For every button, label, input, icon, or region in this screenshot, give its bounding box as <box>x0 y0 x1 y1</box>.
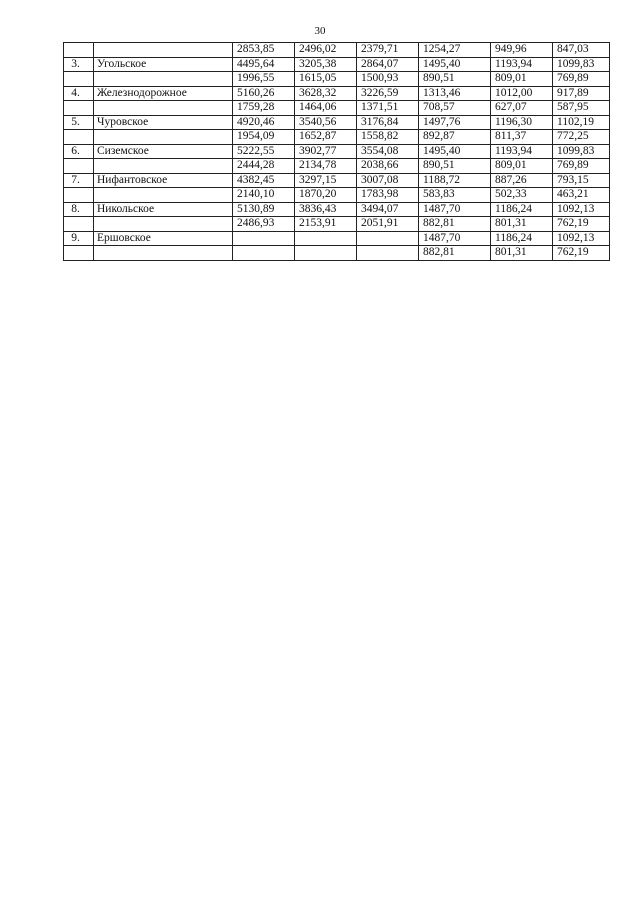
table-row <box>64 188 610 203</box>
value-cell: 772,25 <box>553 130 610 145</box>
value-cell: 463,21 <box>553 188 610 203</box>
value-cell <box>233 246 295 261</box>
table-row <box>64 144 610 159</box>
value-cell: 1500,93 <box>357 72 419 87</box>
row-number: 9. <box>64 231 94 246</box>
value-cell: 1092,13 <box>553 231 610 246</box>
table-row <box>64 202 610 217</box>
value-cell: 1954,09 <box>233 130 295 145</box>
row-number: 8. <box>64 202 94 217</box>
value-cell: 1254,27 <box>419 43 491 58</box>
row-number: 5. <box>64 115 94 130</box>
value-cell: 2853,85 <box>233 43 295 58</box>
value-cell: 2496,02 <box>295 43 357 58</box>
value-cell: 627,07 <box>491 101 553 116</box>
value-cell: 502,33 <box>491 188 553 203</box>
value-cell: 3628,32 <box>295 86 357 101</box>
value-cell: 2864,07 <box>357 57 419 72</box>
table-row <box>64 173 610 188</box>
value-cell: 1092,13 <box>553 202 610 217</box>
value-cell: 917,89 <box>553 86 610 101</box>
value-cell: 3007,08 <box>357 173 419 188</box>
value-cell: 3836,43 <box>295 202 357 217</box>
value-cell <box>295 246 357 261</box>
value-cell: 847,03 <box>553 43 610 58</box>
value-cell: 587,95 <box>553 101 610 116</box>
value-cell: 890,51 <box>419 159 491 174</box>
value-cell: 1186,24 <box>491 231 553 246</box>
value-cell: 708,57 <box>419 101 491 116</box>
value-cell: 3902,77 <box>295 144 357 159</box>
value-cell: 2140,10 <box>233 188 295 203</box>
value-cell: 2038,66 <box>357 159 419 174</box>
value-cell: 1102,19 <box>553 115 610 130</box>
row-number: 4. <box>64 86 94 101</box>
value-cell: 1371,51 <box>357 101 419 116</box>
settlement-name: Угольское <box>94 57 233 72</box>
value-cell: 1012,00 <box>491 86 553 101</box>
table-row <box>64 159 610 174</box>
page-number: 30 <box>314 25 326 37</box>
value-cell: 1099,83 <box>553 57 610 72</box>
value-cell: 3176,84 <box>357 115 419 130</box>
value-cell: 882,81 <box>419 217 491 232</box>
row-number <box>64 159 94 174</box>
value-cell: 1313,46 <box>419 86 491 101</box>
value-cell: 949,96 <box>491 43 553 58</box>
value-cell: 793,15 <box>553 173 610 188</box>
value-cell: 1652,87 <box>295 130 357 145</box>
value-cell: 809,01 <box>491 159 553 174</box>
value-cell <box>295 231 357 246</box>
table-row <box>64 217 610 232</box>
table-row <box>64 101 610 116</box>
value-cell: 4495,64 <box>233 57 295 72</box>
table-row <box>64 246 610 261</box>
value-cell: 1186,24 <box>491 202 553 217</box>
tariff-table <box>63 42 610 261</box>
value-cell: 2051,91 <box>357 217 419 232</box>
value-cell: 769,89 <box>553 72 610 87</box>
value-cell: 4382,45 <box>233 173 295 188</box>
value-cell: 2379,71 <box>357 43 419 58</box>
value-cell: 1497,76 <box>419 115 491 130</box>
row-number <box>64 43 94 58</box>
value-cell: 3540,56 <box>295 115 357 130</box>
settlement-name <box>94 72 233 87</box>
value-cell: 1487,70 <box>419 202 491 217</box>
value-cell: 1188,72 <box>419 173 491 188</box>
row-number <box>64 101 94 116</box>
value-cell: 1495,40 <box>419 144 491 159</box>
value-cell: 4920,46 <box>233 115 295 130</box>
value-cell: 2134,78 <box>295 159 357 174</box>
value-cell: 769,89 <box>553 159 610 174</box>
settlement-name: Ершовское <box>94 231 233 246</box>
value-cell: 887,26 <box>491 173 553 188</box>
value-cell: 1495,40 <box>419 57 491 72</box>
value-cell: 2444,28 <box>233 159 295 174</box>
value-cell: 1783,98 <box>357 188 419 203</box>
settlement-name <box>94 188 233 203</box>
value-cell: 1196,30 <box>491 115 553 130</box>
row-number <box>64 188 94 203</box>
table-row <box>64 130 610 145</box>
settlement-name <box>94 43 233 58</box>
value-cell <box>357 231 419 246</box>
value-cell: 890,51 <box>419 72 491 87</box>
row-number <box>64 217 94 232</box>
value-cell: 3297,15 <box>295 173 357 188</box>
table-body <box>64 43 610 261</box>
value-cell: 892,87 <box>419 130 491 145</box>
value-cell: 3494,07 <box>357 202 419 217</box>
row-number <box>64 72 94 87</box>
value-cell: 1759,28 <box>233 101 295 116</box>
table-row <box>64 43 610 58</box>
settlement-name <box>94 101 233 116</box>
value-cell: 1870,20 <box>295 188 357 203</box>
value-cell: 809,01 <box>491 72 553 87</box>
value-cell: 882,81 <box>419 246 491 261</box>
value-cell: 1193,94 <box>491 144 553 159</box>
row-number <box>64 246 94 261</box>
value-cell: 3226,59 <box>357 86 419 101</box>
settlement-name <box>94 246 233 261</box>
table-row <box>64 86 610 101</box>
row-number: 6. <box>64 144 94 159</box>
value-cell: 583,83 <box>419 188 491 203</box>
value-cell: 762,19 <box>553 246 610 261</box>
table-row <box>64 115 610 130</box>
value-cell <box>357 246 419 261</box>
value-cell: 5130,89 <box>233 202 295 217</box>
value-cell: 3554,08 <box>357 144 419 159</box>
value-cell: 5160,26 <box>233 86 295 101</box>
value-cell: 811,37 <box>491 130 553 145</box>
value-cell: 1487,70 <box>419 231 491 246</box>
settlement-name: Нифантовское <box>94 173 233 188</box>
settlement-name <box>94 217 233 232</box>
value-cell: 1193,94 <box>491 57 553 72</box>
value-cell: 801,31 <box>491 217 553 232</box>
settlement-name: Никольское <box>94 202 233 217</box>
value-cell: 5222,55 <box>233 144 295 159</box>
row-number: 7. <box>64 173 94 188</box>
table-row <box>64 231 610 246</box>
settlement-name: Сиземское <box>94 144 233 159</box>
settlement-name: Железнодорожное <box>94 86 233 101</box>
row-number: 3. <box>64 57 94 72</box>
settlement-name <box>94 159 233 174</box>
value-cell: 2486,93 <box>233 217 295 232</box>
settlement-name: Чуровское <box>94 115 233 130</box>
value-cell: 1464,06 <box>295 101 357 116</box>
table-row <box>64 57 610 72</box>
value-cell: 1099,83 <box>553 144 610 159</box>
value-cell: 2153,91 <box>295 217 357 232</box>
value-cell: 762,19 <box>553 217 610 232</box>
value-cell: 1558,82 <box>357 130 419 145</box>
value-cell: 1996,55 <box>233 72 295 87</box>
value-cell <box>233 231 295 246</box>
value-cell: 1615,05 <box>295 72 357 87</box>
table-row <box>64 72 610 87</box>
value-cell: 3205,38 <box>295 57 357 72</box>
row-number <box>64 130 94 145</box>
value-cell: 801,31 <box>491 246 553 261</box>
settlement-name <box>94 130 233 145</box>
